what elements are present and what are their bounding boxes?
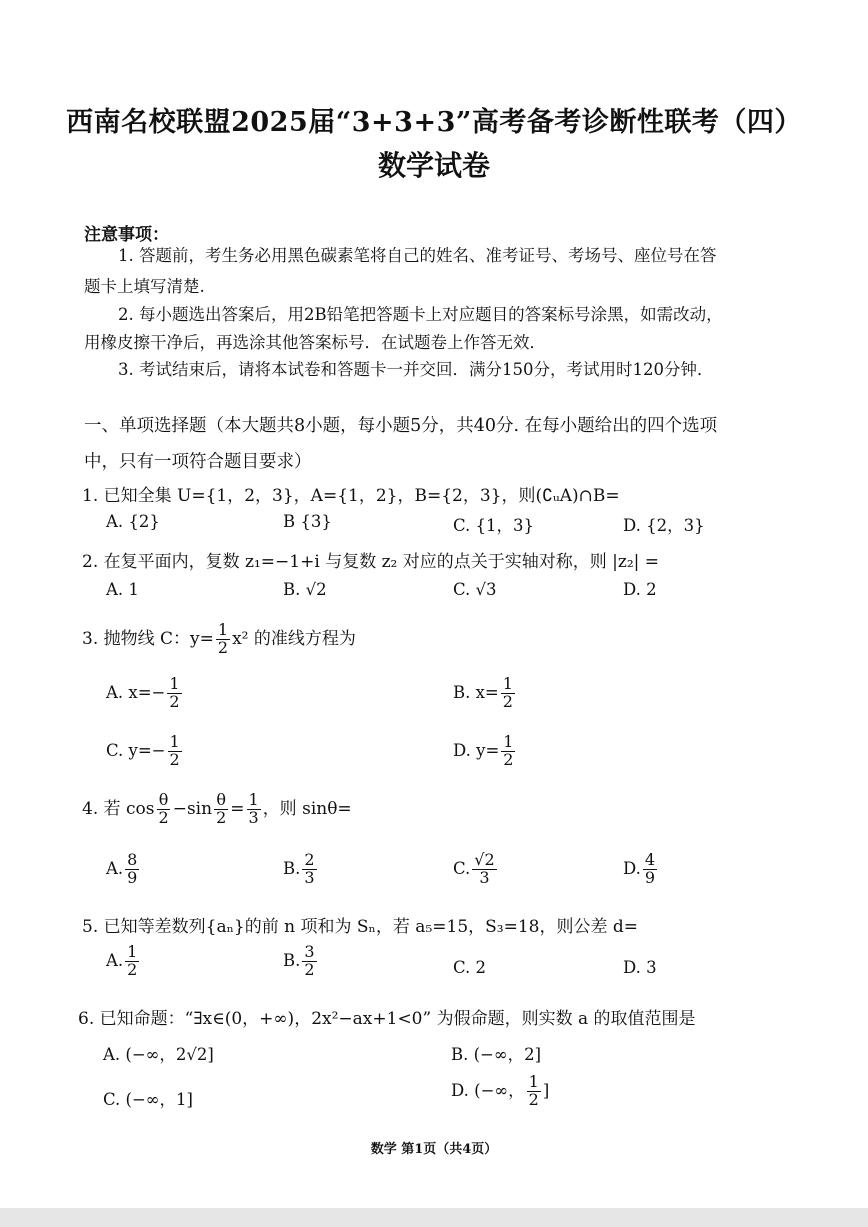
question-3-option-a: A. x=− $\frac{1}{2}$ xyxy=(106,674,180,711)
question-5-option-b: B. $\frac{3}{2}$ xyxy=(283,942,315,979)
question-5-stem: 5. 已知等差数列{aₙ}的前 n 项和为 Sₙ，若 a₅=15，S₃=18，则公差 d= xyxy=(82,917,639,937)
notice-item-1-line-1: 1. 答题前，考生务必用黑色碳素笔将自己的姓名、准考证号、考场号、座位号在答 xyxy=(118,246,717,265)
question-5-option-a: A. $\frac{1}{2}$ xyxy=(106,942,138,979)
notice-item-3: 3. 考试结束后，请将本试卷和答题卡一并交回．满分150分，考试用时120分钟． xyxy=(118,360,714,379)
question-4-stem: 4. 若 cos $\frac{\theta}{2}$ −sin $\frac{\theta}{2}$ = $\frac{1}{3}$ ，则 sinθ= xyxy=(82,790,352,827)
notice-item-2-line-1: 2. 每小题选出答案后，用2B铅笔把答题卡上对应题目的答案标号涂黑，如需改动， xyxy=(118,305,723,324)
section-1-heading-line-2: 中，只有一项符合题目要求） xyxy=(84,452,312,472)
question-4-option-b: B. $\frac{2}{3}$ xyxy=(283,850,315,887)
notice-heading: 注意事项： xyxy=(84,225,169,245)
question-2-stem: 2. 在复平面内，复数 z₁=−1+i 与复数 z₂ 对应的点关于实轴对称，则 |z₂| = xyxy=(82,552,660,572)
question-3-option-c: C. y=− $\frac{1}{2}$ xyxy=(106,732,180,769)
question-1-option-d: D. {2，3} xyxy=(623,516,705,535)
question-1-stem: 1. 已知全集 U={1，2，3}，A={1，2}，B={2，3}，则(∁ᵤA)∩B= xyxy=(82,486,620,506)
question-4-option-d: D. $\frac{4}{9}$ xyxy=(623,850,656,887)
question-2-option-c: C. √3 xyxy=(453,580,497,599)
question-3-option-b: B. x= $\frac{1}{2}$ xyxy=(453,674,513,711)
question-2-option-d: D. 2 xyxy=(623,580,657,599)
question-4-option-a: A. $\frac{8}{9}$ xyxy=(106,850,138,887)
question-2-option-b: B. √2 xyxy=(283,580,327,599)
question-4-option-c: C. $\frac{√2}{3}$ xyxy=(453,850,495,887)
question-6-option-c: C. (−∞，1] xyxy=(103,1090,193,1109)
notice-item-2-line-2: 用橡皮擦干净后，再选涂其他答案标号．在试题卷上作答无效． xyxy=(84,333,546,352)
question-6-option-d: D. (−∞， $\frac{1}{2}$ ] xyxy=(451,1072,550,1109)
question-6-stem: 6. 已知命题：“∃x∈(0，+∞)，2x²−ax+1<0” 为假命题，则实数 a 的取值范围是 xyxy=(78,1009,696,1029)
question-2-option-a: A. 1 xyxy=(106,580,139,599)
question-1-option-b: B {3} xyxy=(283,512,332,531)
bottom-scan-band xyxy=(0,1208,868,1227)
question-5-option-c: C. 2 xyxy=(453,958,487,977)
question-5-option-d: D. 3 xyxy=(623,958,657,977)
page-footer: 数学 第1页（共4页） xyxy=(370,1142,498,1157)
exam-title-line1: 西南名校联盟2025届“3+3+3”高考备考诊断性联考（四） xyxy=(66,107,802,138)
question-6-option-a: A. (−∞，2√2] xyxy=(103,1045,214,1064)
question-1-option-a: A. {2} xyxy=(106,512,160,531)
question-1-option-c: C. {1，3} xyxy=(453,516,535,535)
question-3-option-d: D. y= $\frac{1}{2}$ xyxy=(453,732,514,769)
question-3-stem: 3. 抛物线 C：y= $\frac{1}{2}$ x² 的准线方程为 xyxy=(82,620,356,657)
exam-title-line2: 数学试卷 xyxy=(377,149,490,182)
section-1-heading-line-1: 一、单项选择题（本大题共8小题，每小题5分，共40分. 在每小题给出的四个选项 xyxy=(84,416,718,436)
notice-item-1-line-2: 题卡上填写清楚. xyxy=(84,277,205,296)
question-6-option-b: B. (−∞，2] xyxy=(451,1045,542,1064)
